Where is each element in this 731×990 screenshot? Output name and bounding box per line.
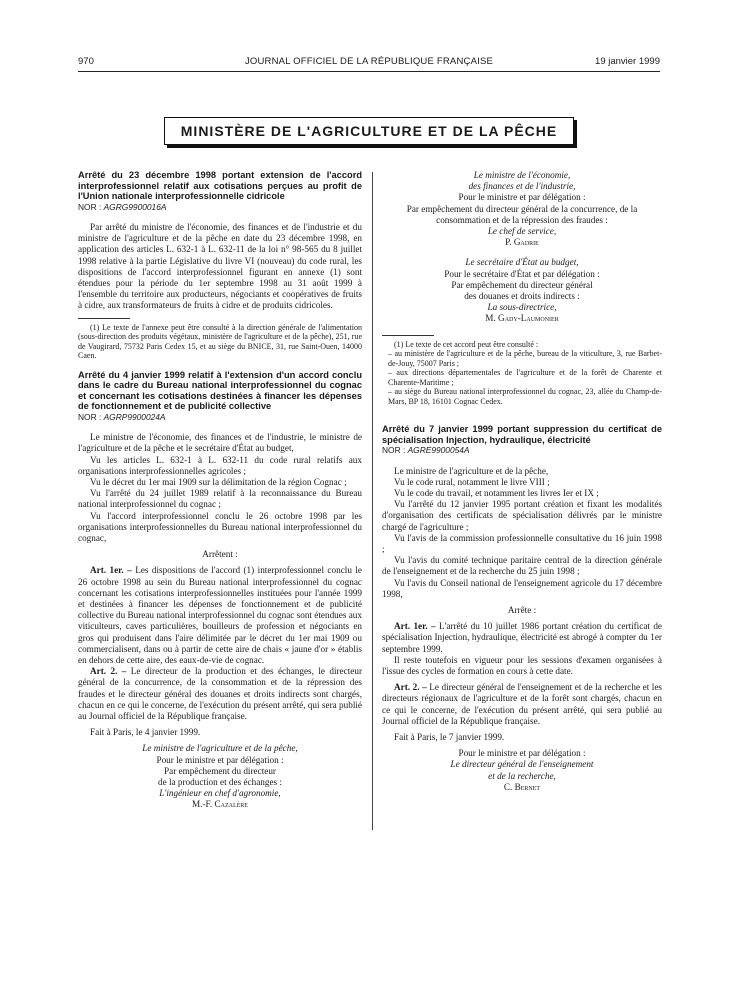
nor-reference: NOR : AGRE9900054A [382,445,470,456]
decree-cognac [78,370,362,811]
footnote-rule [78,318,130,319]
signature-block: Pour le ministre et par délégation : Le directeur général de l'enseignement et de la recherche, C. Bernet [382,748,662,793]
decree-cidricole [78,170,362,361]
article-1: Art. 1er. – L'arrêté du 10 juillet 1986 portant création du certificat de spécialisation Injection, hydraulique, électricité est abrogé à compter du 1er septembre 1999. [382,621,663,654]
signatory-name: C. Bernet [503,781,541,792]
issue-date: 19 janvier 1999 [595,56,660,67]
visa-line: Vu l'arrêté du 12 janvier 1995 portant création et fixant les modalités d'organisation des certificats de spécialisation délivrés par le ministre chargé de l'agriculture ; [382,499,662,532]
signatory-name: M.-F. Cazalère [192,799,248,810]
nor-reference: NOR : AGRG9900016A [78,201,167,212]
visa-line: Vu le code du travail, et notamment les livres Ier et IX ; [394,487,599,498]
footnote-item: – au siège du Bureau national interprofessionnel du cognac, 23, allée du Champ-de-Mars, BP 18, 16101 Cognac Cedex. [388,387,662,406]
left-column [78,170,362,811]
signature-block: Le ministre de l'agriculture et de la pêche, Pour le ministre et par délégation : Par empêchement du directeur de la production et des échanges : L'ingénieur en chef d'agronomie, M.-F. Cazalère [78,743,362,810]
footnote-item: – aux directions départementales de l'agriculture et de la forêt de Charente et Charente-Maritime ; [388,368,662,387]
decree-title: Arrêté du 4 janvier 1999 relatif à l'extension d'un accord conclu dans le cadre du Bureau national interprofessionnel du cognac et concernant les cotisations destinées à financer les dépenses de fonctionnement et de publicité collective [78,369,362,412]
visa-line: Vu l'avis du comité technique paritaire central de la direction générale de l'enseignement et de la recherche du 25 juin 1998 ; [382,555,662,577]
decree-title: Arrêté du 7 janvier 1999 portant suppression du certificat de spécialisation Injection, hydraulique, électricité [382,424,662,445]
nor-reference: NOR : AGRP9900024A [78,411,166,422]
signature-block-economy: Le ministre de l'économie, des finances et de l'industrie, Pour le ministre et par délégation : Par empêchement du directeur général de la concurrence, de la consommation et de la répression des fraudes : Le chef de service, P. Gadrie [382,170,662,248]
arrete: Arrête : [507,604,537,615]
article-1-para: Il reste toutefois en vigueur pour les sessions d'examen organisées à l'issue des cycles de formation en cours à cette date. [382,654,662,676]
article-1: Art. 1er. – Les dispositions de l'accord (1) interprofessionnel conclu le 26 octobre 1998 au sein du Bureau national interprofessionnel du cognac concernant les cotisations interprofessionnelles instituées pour l'année 1999 et destinées à financer les dépenses de fonctionnement et de publicité collective du Bureau national interprofessionnel du cognac sont étendues aux viticulteurs, caves particulières, bouilleurs de profession et négociants en gros qui produisent dans l'aire délimitée par le décret du 1er mai 1909 ou commercialisent, dans ou à partir de cette aire de chais « jaune d'or » établis en dehors de cette aire, des eaux-de-vie de cognac. [78,565,362,666]
decree-intro: Le ministre de l'agriculture et de la pêche, [394,465,549,476]
article-2: Art. 2. – Le directeur général de l'enseignement et de la recherche et les directeurs régionaux de l'agriculture et de la forêt sont chargés, chacun en ce qui le concerne, de l'exécution du présent arrêté, qui sera publié au Journal officiel de la République française. [382,682,663,726]
visa-line: Vu les articles L. 632-1 à L. 632-11 du code rural relatifs aux organisations interprofessionnelles agricoles ; [78,454,362,476]
column-divider [372,172,373,830]
visa-line: Vu l'avis du Conseil national de l'enseignement agricole du 17 décembre 1998, [382,577,662,599]
decree-title: Arrêté du 23 décembre 1998 portant extension de l'accord interprofessionnel relatif aux cotisations perçues au profit de l'Union nationale interprofessionnelle cidricole [78,170,362,202]
signatory-name: M. Gady-Laumonier [485,313,559,324]
signing-date: Fait à Paris, le 4 janvier 1999. [90,727,201,738]
ministry-heading: MINISTÈRE DE L'AGRICULTURE ET DE LA PÊCHE [164,117,574,145]
running-header [78,56,660,70]
signature-block-budget: Le secrétaire d'État au budget, Pour le secrétaire d'État et par délégation : Par empêchement du directeur général des douanes et droits indirects : La sous-directrice, M. Gady-Laumonier [382,257,662,324]
visa-line: Vu l'accord interprofessionnel conclu le 26 octobre 1998 par les organisations interprofessionnelles du Bureau national interprofessionnel du cognac, [78,510,362,544]
footnote-item: – au ministère de l'agriculture et de la pêche, bureau de la viticulture, 3, rue Barbet-de-Jouy, 75007 Paris ; [388,349,662,368]
signatory-name: P. Gadrie [505,237,539,248]
decree-body: Par arrêté du ministre de l'économie, des finances et de l'industrie et du ministre de l'agriculture et de la pêche en date du 23 décembre 1998, en application des articles L. 632-1 à L. 632-11 de la loi n° 98-565 du 8 juillet 1998 relative à la partie Législative du livre VI (nouveau) du code rural, les dispositions de l'accord interprofessionnel figurant en annexe (1) sont étendues pour la période du 1er septembre 1998 au 31 août 1999 à l'ensemble du territoire aux producteurs, négociants et coopératives de fruits à cidre, aux transformateurs de fruits à cidre et de produits cidricoles. [78,221,362,311]
visa-line: Vu l'arrêté du 24 juillet 1989 relatif à la reconnaissance du Bureau national interprofessionnel du cognac ; [78,488,362,510]
page-number: 970 [78,56,94,67]
header-rule [78,71,660,72]
arretent: Arrêtent : [202,549,238,560]
visa-line: Vu le décret du 1er mai 1909 sur la délimitation de la région Cognac ; [90,477,347,487]
footnote: (1) Le texte de l'annexe peut être consulté à la direction générale de l'alimentation (sous-direction des produits végétaux, ministère de l'agriculture et de la pêche), 251, rue de Vaugirard, 75732 Paris Cedex 15, et au siège du BNICE, 31, rue Saint-Ouen, 14000 Caen. [78,322,362,361]
footnote-rule [382,335,434,336]
footnote-cognac: (1) Le texte de cet accord peut être consulté : – au ministère de l'agriculture et de la pêche, bureau de la viticulture, 3, rue Barbet-de-Jouy, 75007 Paris ; – aux directions départementales de l'agriculture et de la forêt de Charente et Charente-Maritime ; – au siège du Bureau national interprofessionnel du cognac, 23, allée du Champ-de-Mars, BP 18, 16101 Cognac Cedex. [382,340,662,407]
signing-date: Fait à Paris, le 7 janvier 1999. [394,732,505,742]
journal-title: JOURNAL OFFICIEL DE LA RÉPUBLIQUE FRANÇAISE [244,56,494,67]
decree-certificat [382,424,662,793]
decree-intro: Le ministre de l'économie, des finances et de l'industrie, le ministre de l'agriculture et de la pêche et le secrétaire d'État au budget, [78,432,362,454]
article-2: Art. 2. – Le directeur de la production et des échanges, le directeur général de la concurrence, de la consommation et de la répression des fraudes et le directeur général des douanes et droits indirects sont chargés, chacun en ce qui le concerne, de l'exécution du présent arrêté, qui sera publié au Journal officiel de la République française. [78,666,362,722]
right-column [382,170,662,793]
visa-line: Vu l'avis de la commission professionnelle consultative du 16 juin 1998 ; [382,532,662,554]
visa-line: Vu le code rural, notamment le livre VIII ; [394,476,550,487]
